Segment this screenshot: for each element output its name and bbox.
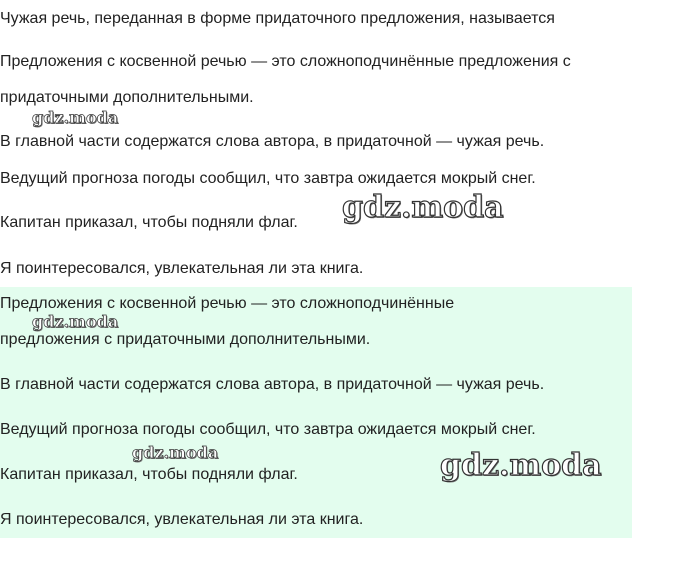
answer-definition-line2: предложения с придаточными дополнительными. xyxy=(0,331,371,348)
watermark-logo: gdz.moda xyxy=(440,448,602,483)
example-sentence-1: Ведущий прогноза погоды сообщил, что завтра ожидается мокрый снег. xyxy=(0,170,536,187)
watermark-logo: gdz.moda xyxy=(32,312,119,331)
answer-definition-line1: Предложения с косвенной речью — это сложноподчинённые xyxy=(0,295,455,312)
watermark-logo: gdz.moda xyxy=(342,190,504,225)
example-sentence-3: Я поинтересовался, увлекательная ли эта книга. xyxy=(0,260,364,277)
watermark-logo: gdz.moda xyxy=(32,108,119,127)
paragraph-structure: В главной части содержатся слова автора, в придаточной — чужая речь. xyxy=(0,133,545,150)
answer-example-1: Ведущий прогноза погоды сообщил, что завтра ожидается мокрый снег. xyxy=(0,421,536,438)
paragraph-definition-line2: придаточными дополнительными. xyxy=(0,89,254,106)
answer-example-3: Я поинтересовался, увлекательная ли эта книга. xyxy=(0,511,364,528)
example-sentence-2: Капитан приказал, чтобы подняли флаг. xyxy=(0,214,298,231)
paragraph-definition-line1: Предложения с косвенной речью — это сложноподчинённые предложения с xyxy=(0,53,571,70)
answer-structure: В главной части содержатся слова автора, в придаточной — чужая речь. xyxy=(0,376,545,393)
heading-text: Чужая речь, переданная в форме придаточного предложения, называется xyxy=(0,10,555,27)
watermark-logo: gdz.moda xyxy=(132,443,219,462)
answer-example-2: Капитан приказал, чтобы подняли флаг. xyxy=(0,466,298,483)
